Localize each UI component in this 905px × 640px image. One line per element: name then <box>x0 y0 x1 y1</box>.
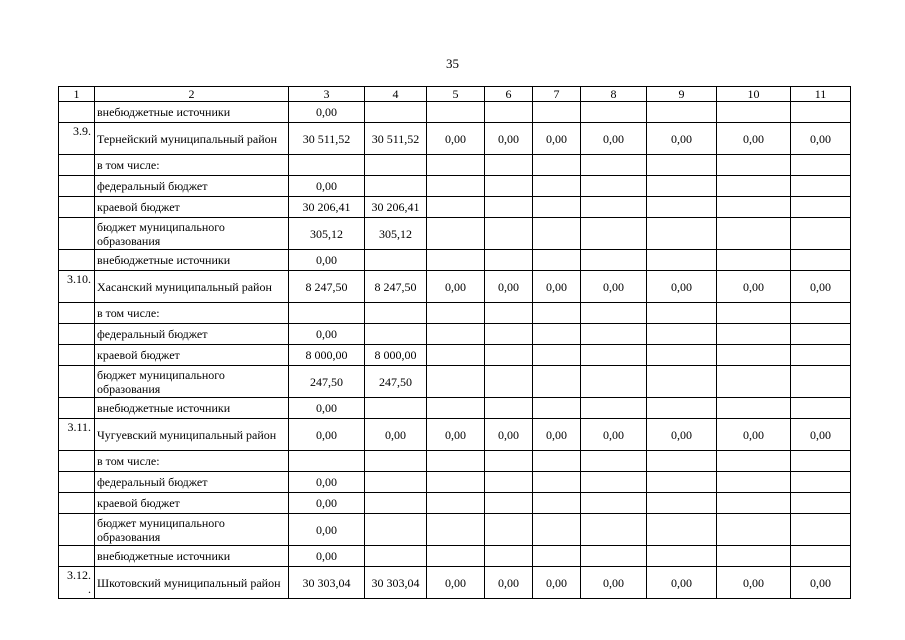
row-number-cell <box>59 366 95 398</box>
value-cell: 0,00 <box>647 123 717 155</box>
value-cell <box>365 546 427 567</box>
row-name-cell: федеральный бюджет <box>95 324 289 345</box>
row-name-cell: бюджет муниципального образования <box>95 366 289 398</box>
value-cell <box>365 514 427 546</box>
value-cell <box>791 303 851 324</box>
row-name-cell: краевой бюджет <box>95 493 289 514</box>
value-cell: 0,00 <box>289 419 365 451</box>
value-cell <box>791 102 851 123</box>
value-cell <box>581 398 647 419</box>
value-cell: 8 247,50 <box>289 271 365 303</box>
value-cell <box>427 250 485 271</box>
header-cell: 1 <box>59 87 95 102</box>
value-cell <box>717 324 791 345</box>
table-body <box>59 87 851 599</box>
value-cell <box>365 303 427 324</box>
value-cell <box>427 546 485 567</box>
table-row <box>59 303 851 324</box>
value-cell <box>791 250 851 271</box>
value-cell <box>427 197 485 218</box>
row-name-cell: внебюджетные источники <box>95 102 289 123</box>
row-number-cell: 3.12. . <box>59 567 95 599</box>
value-cell <box>533 197 581 218</box>
value-cell <box>365 155 427 176</box>
value-cell <box>427 176 485 197</box>
value-cell <box>791 218 851 250</box>
value-cell: 30 303,04 <box>289 567 365 599</box>
value-cell: 0,00 <box>427 419 485 451</box>
row-name-cell: федеральный бюджет <box>95 472 289 493</box>
value-cell <box>581 345 647 366</box>
value-cell <box>647 176 717 197</box>
value-cell <box>485 218 533 250</box>
row-name-cell: внебюджетные источники <box>95 546 289 567</box>
value-cell <box>365 493 427 514</box>
row-number-cell <box>59 345 95 366</box>
value-cell <box>485 345 533 366</box>
value-cell: 30 511,52 <box>289 123 365 155</box>
value-cell <box>717 197 791 218</box>
value-cell <box>533 324 581 345</box>
value-cell: 8 000,00 <box>365 345 427 366</box>
value-cell <box>533 451 581 472</box>
value-cell: 0,00 <box>791 271 851 303</box>
value-cell <box>647 324 717 345</box>
row-number-cell <box>59 546 95 567</box>
row-number-cell <box>59 514 95 546</box>
table-row <box>59 546 851 567</box>
value-cell <box>533 366 581 398</box>
value-cell: 0,00 <box>427 271 485 303</box>
value-cell: 0,00 <box>581 123 647 155</box>
value-cell: 8 000,00 <box>289 345 365 366</box>
value-cell <box>581 197 647 218</box>
row-number-cell <box>59 155 95 176</box>
row-number-cell: 3.9. <box>59 123 95 155</box>
value-cell <box>365 398 427 419</box>
value-cell <box>485 398 533 419</box>
value-cell <box>427 218 485 250</box>
value-cell <box>717 303 791 324</box>
value-cell <box>791 398 851 419</box>
value-cell <box>581 250 647 271</box>
table-header-row <box>59 87 851 102</box>
value-cell <box>647 218 717 250</box>
value-cell <box>485 493 533 514</box>
value-cell: 0,00 <box>289 324 365 345</box>
value-cell: 0,00 <box>485 567 533 599</box>
value-cell: 0,00 <box>485 419 533 451</box>
value-cell: 0,00 <box>427 567 485 599</box>
value-cell: 0,00 <box>791 567 851 599</box>
table-row <box>59 472 851 493</box>
value-cell: 0,00 <box>289 250 365 271</box>
value-cell: 0,00 <box>581 567 647 599</box>
value-cell <box>365 102 427 123</box>
value-cell: 0,00 <box>647 567 717 599</box>
value-cell <box>581 493 647 514</box>
row-number-cell <box>59 472 95 493</box>
value-cell: 247,50 <box>289 366 365 398</box>
row-name-cell: бюджет муниципального образования <box>95 514 289 546</box>
value-cell <box>289 451 365 472</box>
value-cell <box>365 451 427 472</box>
value-cell: 0,00 <box>289 546 365 567</box>
row-number-cell <box>59 250 95 271</box>
value-cell <box>485 102 533 123</box>
value-cell <box>581 155 647 176</box>
value-cell <box>581 546 647 567</box>
value-cell <box>791 451 851 472</box>
value-cell: 0,00 <box>289 102 365 123</box>
table-row <box>59 250 851 271</box>
value-cell <box>289 155 365 176</box>
value-cell <box>485 514 533 546</box>
value-cell: 30 511,52 <box>365 123 427 155</box>
table-row <box>59 419 851 451</box>
table-row <box>59 197 851 218</box>
value-cell: 247,50 <box>365 366 427 398</box>
value-cell <box>485 451 533 472</box>
value-cell <box>365 250 427 271</box>
value-cell <box>717 398 791 419</box>
value-cell: 0,00 <box>791 419 851 451</box>
row-number-cell <box>59 197 95 218</box>
table-row <box>59 493 851 514</box>
value-cell <box>427 303 485 324</box>
value-cell <box>427 102 485 123</box>
value-cell <box>485 366 533 398</box>
value-cell: 0,00 <box>717 123 791 155</box>
value-cell <box>427 493 485 514</box>
value-cell <box>427 345 485 366</box>
value-cell: 30 206,41 <box>289 197 365 218</box>
header-cell: 9 <box>647 87 717 102</box>
value-cell <box>485 250 533 271</box>
value-cell <box>485 303 533 324</box>
value-cell <box>647 197 717 218</box>
row-name-cell: краевой бюджет <box>95 197 289 218</box>
value-cell <box>717 493 791 514</box>
row-number-cell <box>59 324 95 345</box>
value-cell <box>647 493 717 514</box>
row-name-cell: в том числе: <box>95 451 289 472</box>
value-cell: 0,00 <box>289 176 365 197</box>
value-cell: 0,00 <box>485 123 533 155</box>
value-cell <box>581 303 647 324</box>
row-name-cell: в том числе: <box>95 155 289 176</box>
table-row <box>59 155 851 176</box>
value-cell <box>581 451 647 472</box>
row-number-cell: 3.10. <box>59 271 95 303</box>
value-cell: 305,12 <box>289 218 365 250</box>
value-cell <box>647 345 717 366</box>
table-row <box>59 176 851 197</box>
header-cell: 11 <box>791 87 851 102</box>
value-cell: 0,00 <box>289 472 365 493</box>
value-cell: 0,00 <box>791 123 851 155</box>
value-cell <box>791 546 851 567</box>
value-cell <box>717 546 791 567</box>
value-cell: 0,00 <box>717 419 791 451</box>
table-row <box>59 398 851 419</box>
row-name-cell: Чугуевский муниципальный район <box>95 419 289 451</box>
table-row <box>59 514 851 546</box>
value-cell <box>427 155 485 176</box>
header-cell: 4 <box>365 87 427 102</box>
value-cell <box>365 324 427 345</box>
value-cell <box>791 493 851 514</box>
value-cell <box>717 451 791 472</box>
row-name-cell: Шкотовский муниципальный район <box>95 567 289 599</box>
value-cell <box>533 218 581 250</box>
value-cell <box>647 155 717 176</box>
row-name-cell: внебюджетные источники <box>95 398 289 419</box>
value-cell <box>647 303 717 324</box>
value-cell: 0,00 <box>427 123 485 155</box>
value-cell: 0,00 <box>581 419 647 451</box>
value-cell <box>717 102 791 123</box>
row-number-cell <box>59 451 95 472</box>
value-cell <box>533 176 581 197</box>
value-cell: 0,00 <box>289 493 365 514</box>
value-cell <box>791 176 851 197</box>
row-name-cell: бюджет муниципального образования <box>95 218 289 250</box>
value-cell: 0,00 <box>581 271 647 303</box>
value-cell <box>717 155 791 176</box>
value-cell: 0,00 <box>533 123 581 155</box>
value-cell <box>581 218 647 250</box>
value-cell <box>717 345 791 366</box>
header-cell: 6 <box>485 87 533 102</box>
row-name-cell: Тернейский муниципальный район <box>95 123 289 155</box>
value-cell <box>581 514 647 546</box>
value-cell <box>289 303 365 324</box>
value-cell: 8 247,50 <box>365 271 427 303</box>
value-cell <box>485 546 533 567</box>
value-cell <box>717 366 791 398</box>
value-cell <box>647 366 717 398</box>
value-cell: 0,00 <box>647 419 717 451</box>
value-cell <box>365 472 427 493</box>
value-cell <box>533 102 581 123</box>
table-row <box>59 451 851 472</box>
value-cell: 305,12 <box>365 218 427 250</box>
table-row <box>59 345 851 366</box>
table-row <box>59 567 851 599</box>
value-cell <box>427 451 485 472</box>
row-number-cell <box>59 493 95 514</box>
value-cell <box>581 324 647 345</box>
value-cell <box>647 451 717 472</box>
value-cell <box>485 197 533 218</box>
value-cell <box>533 345 581 366</box>
row-number-cell <box>59 176 95 197</box>
page-number: 35 <box>446 56 459 71</box>
value-cell <box>533 514 581 546</box>
budget-table <box>58 86 851 599</box>
value-cell <box>427 324 485 345</box>
row-name-cell: в том числе: <box>95 303 289 324</box>
value-cell <box>717 472 791 493</box>
value-cell: 30 206,41 <box>365 197 427 218</box>
value-cell <box>647 250 717 271</box>
row-name-cell: краевой бюджет <box>95 345 289 366</box>
value-cell: 0,00 <box>533 271 581 303</box>
header-cell: 8 <box>581 87 647 102</box>
value-cell <box>647 102 717 123</box>
row-number-cell <box>59 102 95 123</box>
value-cell <box>647 546 717 567</box>
value-cell: 0,00 <box>289 514 365 546</box>
header-cell: 2 <box>95 87 289 102</box>
header-cell: 10 <box>717 87 791 102</box>
value-cell <box>427 366 485 398</box>
value-cell <box>581 366 647 398</box>
value-cell <box>791 324 851 345</box>
value-cell <box>533 493 581 514</box>
value-cell <box>533 303 581 324</box>
value-cell <box>717 218 791 250</box>
value-cell <box>581 102 647 123</box>
value-cell <box>791 345 851 366</box>
value-cell <box>533 250 581 271</box>
value-cell <box>581 176 647 197</box>
value-cell <box>791 514 851 546</box>
value-cell <box>533 546 581 567</box>
value-cell <box>533 472 581 493</box>
value-cell <box>533 398 581 419</box>
value-cell <box>791 472 851 493</box>
value-cell: 0,00 <box>533 567 581 599</box>
value-cell <box>427 514 485 546</box>
value-cell <box>485 324 533 345</box>
value-cell <box>485 155 533 176</box>
value-cell: 0,00 <box>717 271 791 303</box>
row-name-cell: Хасанский муниципальный район <box>95 271 289 303</box>
value-cell <box>647 398 717 419</box>
table-row <box>59 324 851 345</box>
value-cell <box>717 176 791 197</box>
value-cell: 0,00 <box>647 271 717 303</box>
table-row <box>59 366 851 398</box>
table-row <box>59 123 851 155</box>
row-number-cell <box>59 303 95 324</box>
value-cell <box>365 176 427 197</box>
value-cell <box>427 472 485 493</box>
value-cell <box>717 250 791 271</box>
row-name-cell: федеральный бюджет <box>95 176 289 197</box>
value-cell <box>485 472 533 493</box>
value-cell <box>427 398 485 419</box>
value-cell: 0,00 <box>533 419 581 451</box>
row-number-cell <box>59 398 95 419</box>
value-cell <box>533 155 581 176</box>
value-cell: 0,00 <box>289 398 365 419</box>
value-cell: 0,00 <box>365 419 427 451</box>
row-number-cell <box>59 218 95 250</box>
table-row <box>59 271 851 303</box>
header-cell: 5 <box>427 87 485 102</box>
value-cell: 0,00 <box>717 567 791 599</box>
table-row <box>59 102 851 123</box>
value-cell: 30 303,04 <box>365 567 427 599</box>
value-cell <box>647 514 717 546</box>
row-name-cell: внебюджетные источники <box>95 250 289 271</box>
value-cell <box>647 472 717 493</box>
header-cell: 7 <box>533 87 581 102</box>
value-cell <box>485 176 533 197</box>
table-row <box>59 218 851 250</box>
value-cell <box>717 514 791 546</box>
value-cell: 0,00 <box>485 271 533 303</box>
row-number-cell: 3.11. <box>59 419 95 451</box>
value-cell <box>791 197 851 218</box>
value-cell <box>791 155 851 176</box>
value-cell <box>791 366 851 398</box>
value-cell <box>581 472 647 493</box>
header-cell: 3 <box>289 87 365 102</box>
